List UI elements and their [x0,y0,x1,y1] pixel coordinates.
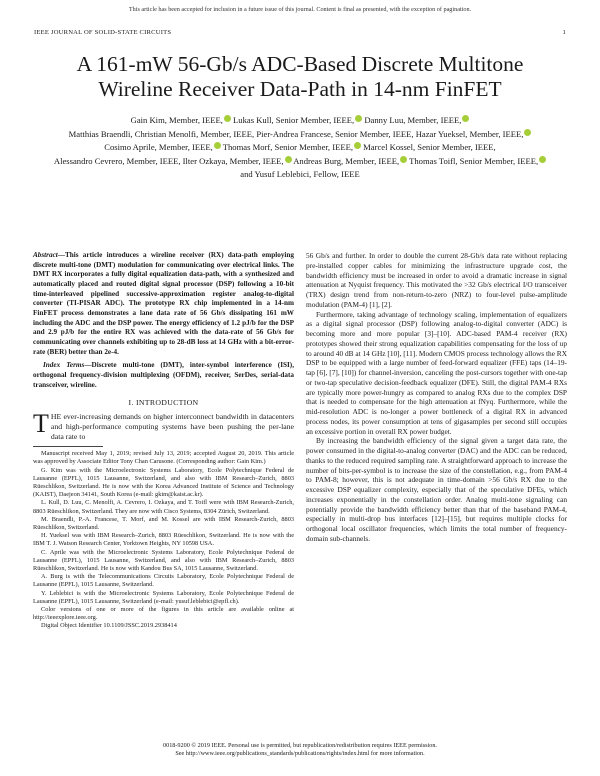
author-name: Gain Kim, Member, IEEE, [130,115,223,125]
index-terms-lead: Index Terms [43,361,85,370]
footnote: Color versions of one or more of the figures in this article are available online at http://ieeexplore.ieee.org. [33,606,294,622]
author-name: Andreas Burg, Member, IEEE, [293,155,400,166]
footnote: H. Yueksel was with IBM Research–Zurich, 8803 Rüeschlikon, Switzerland. He is now with the IBM T. J. Watson Research Center, Yorktown Heights, NY 10598 USA. [33,532,294,548]
abstract-lead: Abstract [33,251,58,259]
paper-title [20,52,580,102]
author-name: Danny Luu, Member, IEEE, [364,115,462,125]
footnotes [33,450,294,630]
orcid-icon[interactable] [400,156,407,163]
drop-cap: T [33,408,49,438]
footnote: C. Aprile was with the Microelectronic Systems Laboratory, Ecole Polytechnique Federal de Lausanne (EPFL), 1015 Lausanne, Switzerland, and also with IBM Research–Zurich, 8803 Rüeschlikon, Switzerland. He is now with Kandou Bus SA, 1015 Lausanne, Switzerland. [33,548,294,573]
author-list [50,114,550,182]
author-name: Thomas Toifl, Senior Member, IEEE, [409,155,539,166]
abstract [33,251,294,357]
footnote: Y. Leblebici is with the Microelectronic Systems Laboratory, Ecole Polytechnique Federal de Lausanne (EPFL), 1015 Lausanne, Switzerland (e-mail: yusuf.leblebici@epfl.ch). [33,589,294,605]
page-number: 1 [562,29,566,36]
author-name: Thomas Morf, Senior Member, IEEE, [222,142,353,153]
body-paragraph: 56 Gb/s and further. In order to double the current 28-Gb/s data rate without replacing pre-installed copper cables for minimizing the infrastructure upgrade cost, the bandwidth efficiency must be increased in order to avoid a dramatic increase in signal attenuation at Nyquist frequency. This motivated the >32 Gb/s electrical I/O transceiver (TRX) design trend from non-return-to-zero (NRZ) to four-level pulse-amplitude modulation (PAM-4) [1], [2]. [306,251,567,309]
index-terms [33,361,294,390]
orcid-icon[interactable] [539,156,546,163]
footnote: M. Braendli, P.-A. Francese, T. Morf, and M. Kossel are with IBM Research-Zurich, 8803 Rüeschlikon, Switzerland. [33,515,294,532]
author-name: Marcel Kossel, Senior Member, IEEE, [363,142,496,153]
abstract-body: —This article introduces a wireline receiver (RX) data-path employing discrete multi-tone (DMT) modulation for communicating over electrical links. The DMT RX incorporates a fully digital equalization data-path, with a synthesized and automatically placed and routed digital signal processor (DSP) following a 10-bit time-interleaved pipelined successive-approximation register analog-to-digital converter (TI-PISAR ADC). The prototype RX chip implemented in a 14-nm FinFET process demonstrates a lane data rate of 56 Gb/s dissipating 161 mW including the ADC and the DSP power. The energy efficiency of 1.2 pJ/b for the DSP and 2.9 pJ/b for the entire RX was achieved with the data-rate of 56 Gb/s for communicating over channels exhibiting up to 28-dB loss at 14 GHz with a bit-error-rate (BER) better than 2e-4. [33,251,294,356]
running-head [34,29,566,39]
footnote: A. Burg is with the Telecommunications Circuits Laboratory, Ecole Polytechnique Federal de Lausanne (EPFL), 1015 Lausanne, Switzerland. [33,573,294,589]
author-name: Lukas Kull, Senior Member, IEEE, [233,115,355,125]
author-name: Alessandro Cevrero, Member, IEEE, [53,155,181,166]
footnote: L. Kull, D. Luu, C. Menolfi, A. Cevrero, I. Ozkaya, and T. Toifl were with IBM Research-Zurich, 8803 Rüeschlikon, Switzerland. They are now with Cisco Systems, 8304 Zürich, Switzerland. [33,499,294,515]
orcid-icon[interactable] [524,129,531,136]
author-name: Ilter Ozkaya, Member, IEEE, [182,155,284,166]
footnote-divider [33,446,103,447]
acceptance-banner: This article has been accepted for inclusion in a future issue of this journal. Content is final as presented, with the exception of pagination. [128,6,472,13]
author-name: Hazar Yueksel, Member, IEEE, [415,128,524,139]
orcid-icon[interactable] [354,142,361,149]
title-line-2: Wireline Receiver Data-Path in 14-nm FinFET [98,77,502,101]
copyright-footer [0,742,600,758]
orcid-icon[interactable] [224,115,231,122]
copyright-line: 0018-9200 © 2019 IEEE. Personal use is permitted, but republication/redistribution requires IEEE permission. [163,742,437,749]
author-name: and Yusuf Leblebici, Fellow, IEEE [240,169,360,180]
rights-link-line: See http://www.ieee.org/publications_standards/publications/rights/index.html for more information. [175,750,425,758]
author-name: Pier-Andrea Francese, Senior Member, IEEE, [256,128,414,139]
author-name: Cosimo Aprile, Member, IEEE, [104,142,213,153]
orcid-icon[interactable] [355,115,362,122]
body-paragraph: Furthermore, taking advantage of technology scaling, implementation of equalizers as a digital signal processor (DSP) following analog-to-digital converter (ADC) is becoming more and more popular [3]–[10]. ADC-based PAM-4 receiver (RX) prototypes showed their strong equalization capabilities compensating for the loss of up to around 40 dB at 14 GHz [10], [11]. Modern CMOS process technology allows the RX DSP to be equipped with a large number of feed-forward equalizer (FFE) taps (14–19-tap [6], [7], [10]) for channel-inversion, canceling the post-cursors together with one-tap or two-tap speculative decision-feedback equalizer (DFE). Still, the digital PAM-4 RXs are typically more power-hungry as compared to analog RXs due to the complex DSP that is needed to compensate for the high attenuation at fNyq. Furthermore, while the mid-resolution ADC is no-longer a power bottleneck of a digital RX in advanced process nodes, its power consumption at tens of gigasamples per second still occupies an excessive portion in overall RX power budget. [306,309,568,436]
intro-paragraph [33,408,294,442]
left-column [33,251,294,631]
footnote: Manuscript received May 1, 2019; revised July 13, 2019; accepted August 20, 2019. This article was approved by Associate Editor Tony Chan Carusone. (Corresponding author: Gain Kim.) [33,450,294,466]
orcid-icon[interactable] [285,156,292,163]
intro-text: HE ever-increasing demands on higher interconnect bandwidth in datacenters and high-performance computing systems have been pushing the per-lane data rate to [50,411,294,442]
footnote: Digital Object Identifier 10.1109/JSSC.2019.2938414 [41,622,177,630]
author-name: Matthias Braendli, Christian Menolfi, Member, IEEE, [68,128,255,139]
right-column [306,251,567,544]
body-paragraph: By increasing the bandwidth efficiency of the signal given a target data rate, the power consumed in the digital-to-analog converter (DAC) and the ADC can be reduced, thanks to the reduced required sampling rate. A straightforward approach to increase the number of bits-per-symbol is to increase the size of the constellation, e.g., from PAM-4 to PAM-8; however, this is not adequate in time-domain >56 Gb/s RX due to the excessive DSP equalizer complexity, especially that of the speculative DFEs, which increases exponentially in the constellation order. Analog multi-tone signaling can potentially provide the bandwidth efficiency better than that of the baseband PAM-4, especially in multi-drop bus interfaces [12]–[15], but requires multiple clocks for orthogonal local oscillator frequencies, which limits the total number of frequency-domain sub-channels. [306,436,567,543]
title-line-1: A 161-mW 56-Gb/s ADC-Based Discrete Multitone [76,52,524,76]
section-heading-introduction: I. INTRODUCTION [128,398,199,408]
index-terms-body: —Discrete multi-tone (DMT), inter-symbol interference (ISI), orthogonal frequency-division multiplexing (OFDM), receiver, SerDes, serial-data transceiver, wireline. [33,361,294,389]
orcid-icon[interactable] [214,142,221,149]
orcid-icon[interactable] [462,115,469,122]
footnote: G. Kim was with the Microelectronic Systems Laboratory, Ecole Polytechnique Federal de Lausanne (EPFL), 1015 Lausanne, Switzerland, and also with IBM Research–Zurich, 8803 Rüeschlikon, Switzerland. He is now with the Korea Advanced Institute of Science and Technology (KAIST), Daejeon 34141, South Korea (e-mail: gkim@kaist.ac.kr). [33,466,294,499]
journal-name: IEEE JOURNAL OF SOLID-STATE CIRCUITS [34,29,172,36]
